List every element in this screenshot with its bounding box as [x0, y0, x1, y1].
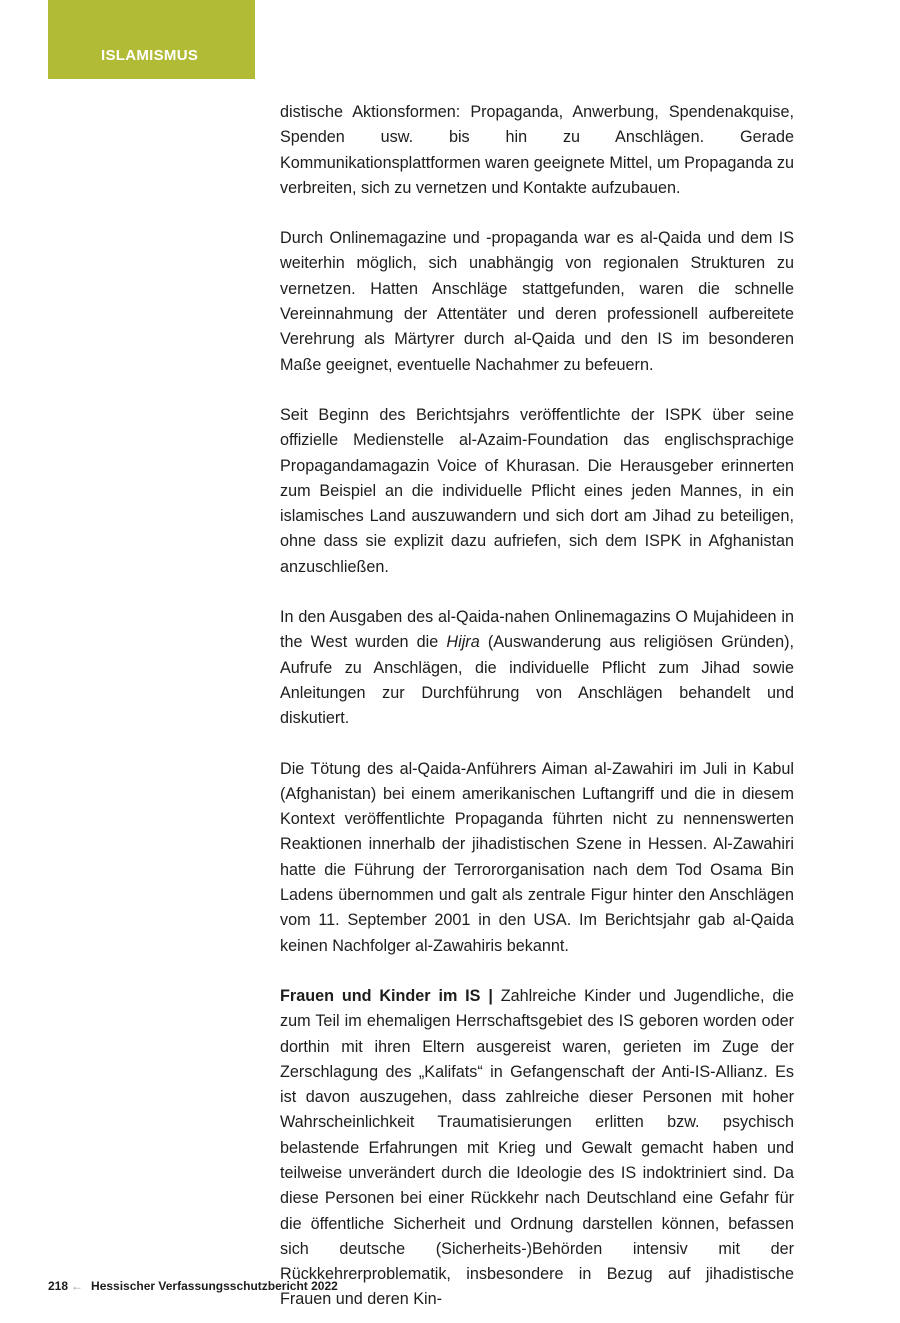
- paragraph-6-heading: Frauen und Kinder im IS |: [280, 986, 493, 1005]
- section-title: ISLAMISMUS: [101, 47, 199, 64]
- section-tab: [48, 0, 255, 79]
- paragraph-5: Die Tötung des al-Qaida-Anführers Aiman al-Zawahiri im Juli in Kabul (Afghanistan) bei einem amerikanischen Luftangriff und die in diesem Kontext veröffentlichte Propaganda führten nicht zu nennenswerten Reaktionen innerhalb der jihadistischen Szene in Hessen. Al-Zawahiri hatte die Führung der Terrororganisation nach dem Tod Osama Bin Ladens übernommen und galt als zentrale Figur hinter den Anschlägen vom 11. September 2001 in den USA. Im Berichtsjahr gab al-Qaida keinen Nachfolger al-Zawahiris bekannt.: [280, 759, 794, 955]
- paragraph-6: [280, 984, 794, 1313]
- body-text: [280, 100, 794, 1313]
- paragraph-6-text: Zahlreiche Kinder und Jugendliche, die zum Teil im ehemaligen Herrschaftsgebiet des IS geboren worden oder dorthin mit ihren Eltern ausgereist waren, gerieten im Zuge der Zerschlagung des „Kalifats“ in Gefangenschaft der Anti-IS-Allianz. Es ist davon auszugehen, dass zahlreiche dieser Personen mit hoher Wahrscheinlichkeit Traumatisierungen erlitten bzw. psychisch belastende Erfahrungen mit Krieg und Gewalt gemacht haben und teilweise unverändert durch die Ideologie des IS indoktriniert sind. Da diese Personen bei einer Rückkehr nach Deutschland eine Gefahr für die öffentliche Sicherheit und Ordnung darstellen können, befassen sich deutsche (Sicherheits-)Behörden intensiv mit der Rückkehrerproblematik, insbesondere in Bezug auf jihadistische Frauen und deren Kin-: [280, 986, 794, 1309]
- page-footer: [48, 1278, 338, 1294]
- paragraph-1: distische Aktionsformen: Propaganda, Anwerbung, Spendenakquise, Spenden usw. bis hin zu Anschlägen. Gerade Kommunikationsplattformen waren geeignete Mittel, um Propaganda zu verbreiten, sich zu vernetzen und Kontakte aufzubauen.: [280, 103, 794, 197]
- paragraph-4-rest: (Auswanderung aus religiösen Gründen), Aufrufe zu Anschlägen, die individuelle Pflicht zum Jihad sowie Anleitungen zur Durchführung von Anschlägen behandelt und diskutiert.: [280, 633, 794, 728]
- paragraph-4: [280, 605, 794, 731]
- report-title: Hessischer Verfassungsschutzbericht 2022: [91, 1279, 338, 1293]
- arrow-left-icon: ←: [71, 1279, 84, 1293]
- page-number: 218: [48, 1279, 69, 1293]
- paragraph-2: Durch Onlinemagazine und -propaganda war es al-Qaida und dem IS weiterhin möglich, sich unabhängig von regionalen Strukturen zu vernetzen. Hatten Anschläge stattgefunden, waren die schnelle Vereinnahmung der Attentäter und deren professionell aufbereitete Verehrung als Märtyrer durch al-Qaida und den IS im besonderen Maße geeignet, eventuelle Nachahmer zu befeuern.: [280, 229, 794, 374]
- paragraph-4-term: Hijra: [446, 633, 480, 652]
- paragraph-3: Seit Beginn des Berichtsjahrs veröffentlichte der ISPK über seine offizielle Medienstelle al-Azaim-Foundation das englischsprachige Propagandamagazin Voice of Khurasan. Die Herausgeber erinnerten zum Beispiel an die individuelle Pflicht eines jeden Mannes, in ein islamisches Land auszuwandern und sich dort am Jihad zu beteiligen, ohne dass sie explizit dazu aufriefen, sich dem ISPK in Afghanistan anzuschließen.: [280, 405, 794, 576]
- paragraph-4-lead: In den Ausgaben des al-Qaida-nahen Onlinemagazins O Mujahideen in the West wurden die: [280, 608, 794, 652]
